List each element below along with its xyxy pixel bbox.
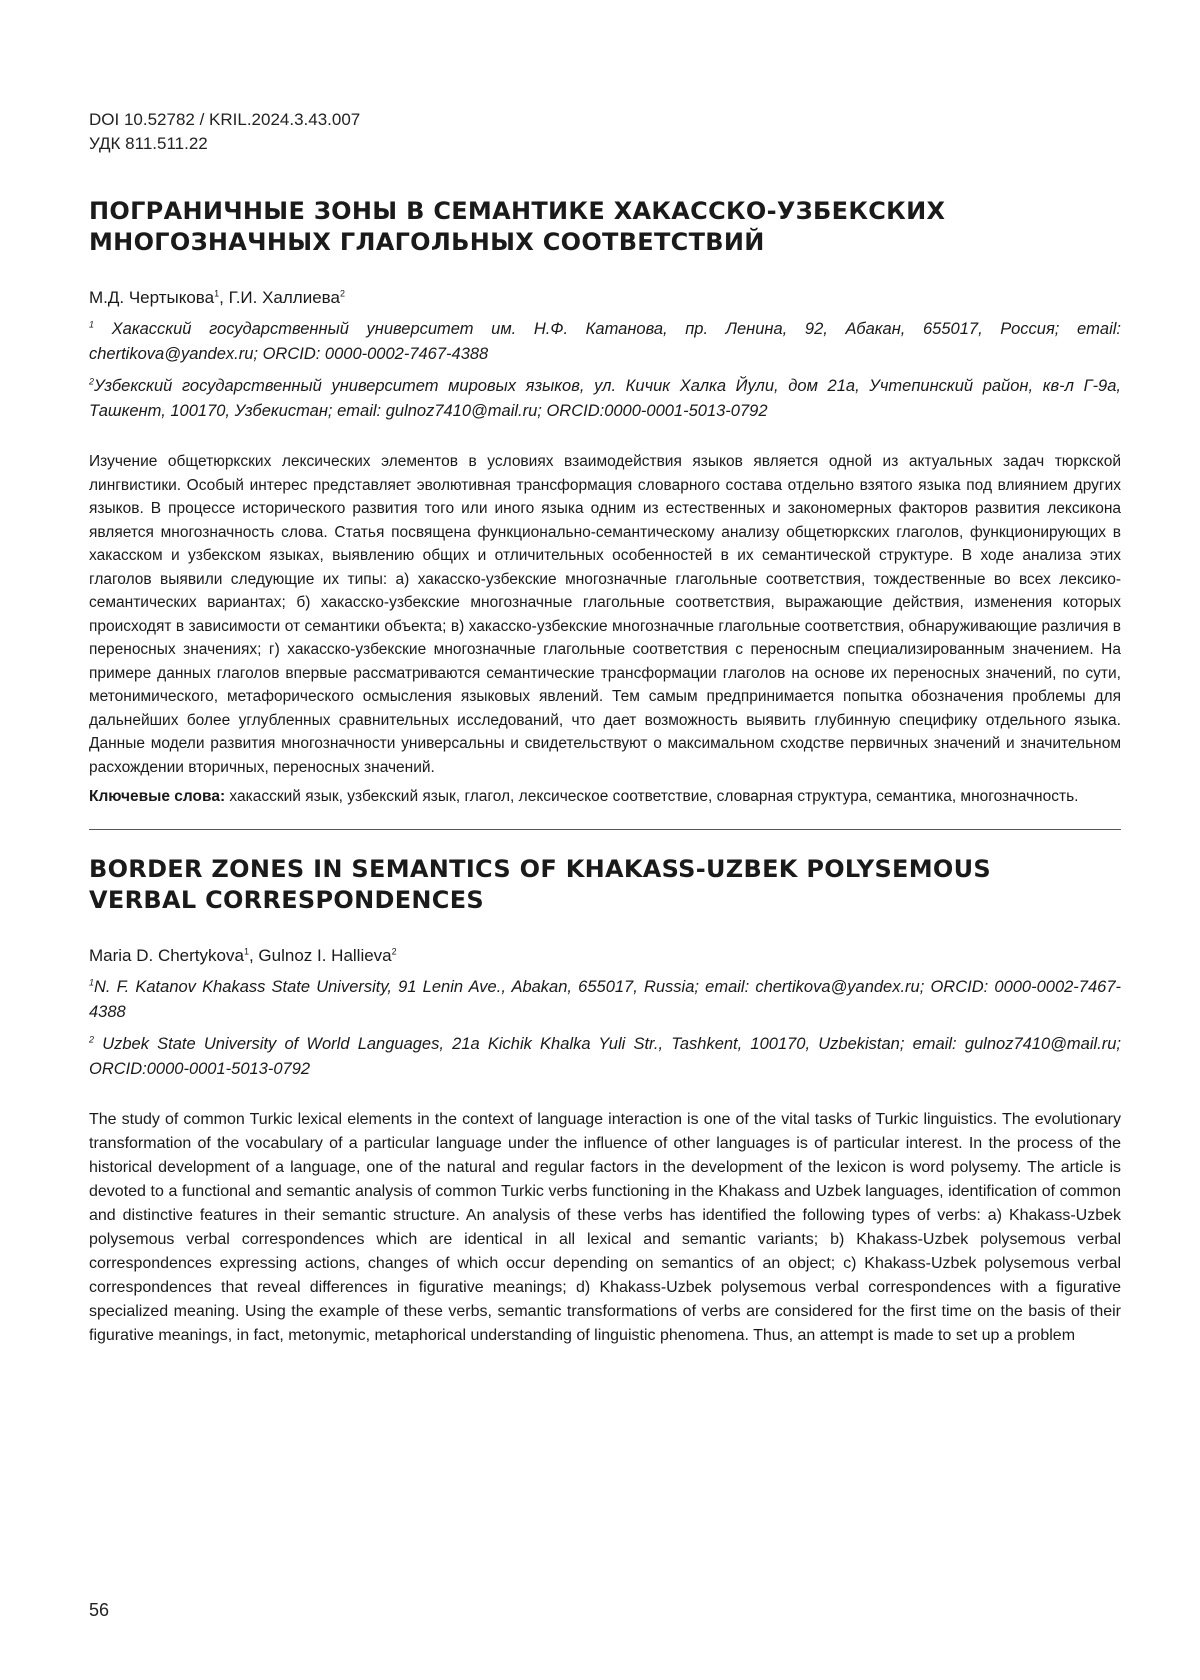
udc: УДК 811.511.22 — [89, 134, 208, 153]
article-page — [89, 108, 1121, 1348]
ru-affiliation-2-text: Узбекский государственный университет мировых языков, ул. Кичик Халка Йули, дом 21а, Учтепинский район, кв-л Г-9а, Ташкент, 100170, Узбекистан; email: gulnoz7410@mail.ru; ORCID:0000-0001-5013-0792 — [89, 377, 1121, 420]
section-divider — [89, 829, 1121, 830]
ru-title — [89, 196, 1121, 258]
en-author-2: Gulnoz I. Hallieva — [258, 945, 392, 965]
ru-affiliation-1-text: Хакасский государственный университет им. Н.Ф. Катанова, пр. Ленина, 92, Абакан, 655017, Россия; email: chertikova@yandex.ru; ORCID: 0000-0002-7467-4388 — [89, 320, 1121, 363]
ru-keywords-label: Ключевые слова: — [89, 788, 226, 805]
en-author-1-sup: 1 — [243, 945, 249, 956]
en-title-line-2: VERBAL CORRESPONDENCES — [89, 885, 484, 914]
en-affiliation-2 — [89, 1032, 1121, 1082]
ru-author-2-sup: 2 — [339, 288, 345, 299]
en-author-2-sup: 2 — [391, 945, 397, 956]
doi: DOI 10.52782 / KRIL.2024.3.43.007 — [89, 110, 361, 129]
ru-author-2: Г.И. Халлиева — [228, 288, 340, 307]
en-authors — [89, 944, 1121, 968]
ru-abstract: Изучение общетюркских лексических элементов в условиях взаимодействия языков является одной из актуальных задач тюркской лингвистики. Особый интерес представляет эволютивная трансформация словарного состава отдельно взятого языка под влиянием других языков. В процессе исторического развития того или иного языка одним из естественных и закономерных факторов развития лексикона является многозначность слова. Статья посвящена функционально-семантическому анализу общетюркских глаголов, функционирующих в хакасском и узбекском языках, выявлению общих и отличительных особенностей в их семантической структуре. В ходе анализа этих глаголов выявили следующие их типы: а) хакасско-узбекские многозначные глагольные соответствия, тождественные во всех лексико-семантических вариантах; б) хакасско-узбекские многозначные глагольные соответствия, выражающие действия, изменения которых происходят в зависимости от семантики объекта; в) хакасско-узбекские многозначные глагольные соответствия, обнаруживающие различия в переносных значениях; г) хакасско-узбекские многозначные глагольные соответствия с переносным специализированным значением. На примере данных глаголов впервые рассматриваются семантические трансформации глаголов на основе их переносных значений, по сути, метонимического, метафорического осмысления языковых явлений. Тем самым предпринимается попытка обозначения проблемы для дальнейших более углубленных сравнительных исследований, что дает возможность выявить глубинную специфику отдельного языка. Данные модели развития многозначности универсальны и свидетельствуют о максимальном сходстве первичных значений и значительном расхождении вторичных, переносных значений. — [89, 453, 1121, 776]
ru-affiliation-1-sup: 1 — [89, 319, 95, 330]
ru-title-line-2: МНОГОЗНАЧНЫХ ГЛАГОЛЬНЫХ СООТВЕТСТВИЙ — [89, 228, 765, 256]
en-affiliation-2-text: Uzbek State University of World Languages, 21a Kichik Khalka Yuli Str., Tashkent, 100170, Uzbekistan; email: gulnoz7410@mail.ru; ORCID:0000-0001-5013-0792 — [89, 1034, 1121, 1078]
ru-affiliation-2-sup: 2 — [89, 376, 95, 387]
en-author-separator: , — [248, 945, 259, 965]
en-affiliation-1-sup: 1 — [89, 977, 95, 987]
en-title — [89, 854, 1121, 916]
ru-affiliation-2 — [89, 374, 1121, 424]
ru-author-1: М.Д. Чертыкова — [89, 288, 215, 307]
ru-author-1-sup: 1 — [214, 288, 220, 299]
en-affiliation-1 — [89, 975, 1121, 1025]
ru-keywords — [89, 785, 1121, 809]
en-affiliation-2-sup: 2 — [89, 1034, 95, 1044]
ru-keywords-text: хакасский язык, узбекский язык, глагол, лексическое соответствие, словарная структура, семантика, многозначность. — [225, 788, 1079, 805]
en-affiliation-1-text: N. F. Katanov Khakass State University, 91 Lenin Ave., Abakan, 655017, Russia; email: chertikova@yandex.ru; ORCID: 0000-0002-7467-4388 — [89, 977, 1121, 1021]
ru-authors — [89, 286, 1121, 310]
en-abstract: The study of common Turkic lexical elements in the context of language interaction is one of the vital tasks of Turkic linguistics. The evolutionary transformation of the vocabulary of a particular language under the influence of other languages is of particular interest. In the process of the historical development of a language, one of the natural and regular factors in the development of the lexicon is word polysemy. The article is devoted to a functional and semantic analysis of common Turkic verbs functioning in the Khakass and Uzbek languages, identification of common and distinctive features in their semantic structure. An analysis of these verbs has identified the following types of verbs: a) Khakass-Uzbek polysemous verbal correspondences which are identical in all lexical and semantic variants; b) Khakass-Uzbek polysemous verbal correspondences expressing actions, changes of which occur depending on semantics of an object; c) Khakass-Uzbek polysemous verbal correspondences that reveal differences in figurative meanings; d) Khakass-Uzbek polysemous verbal correspondences with a figurative specialized meaning. Using the example of these verbs, semantic transformations of verbs are considered for the first time on the basis of their figurative meanings, in fact, metonymic, metaphorical understanding of linguistic phenomena. Thus, an attempt is made to set up a problem — [89, 1110, 1121, 1344]
ru-affiliation-1 — [89, 317, 1121, 367]
en-title-line-1: BORDER ZONES IN SEMANTICS OF KHAKASS-UZBEK POLYSEMOUS — [89, 854, 991, 883]
en-author-1: Maria D. Chertykova — [89, 945, 244, 965]
page-number: 56 — [89, 1600, 110, 1620]
ru-title-line-1: ПОГРАНИЧНЫЕ ЗОНЫ В СЕМАНТИКЕ ХАКАССКО-УЗБЕКСКИХ — [89, 197, 946, 225]
ru-author-separator: , — [219, 288, 229, 307]
